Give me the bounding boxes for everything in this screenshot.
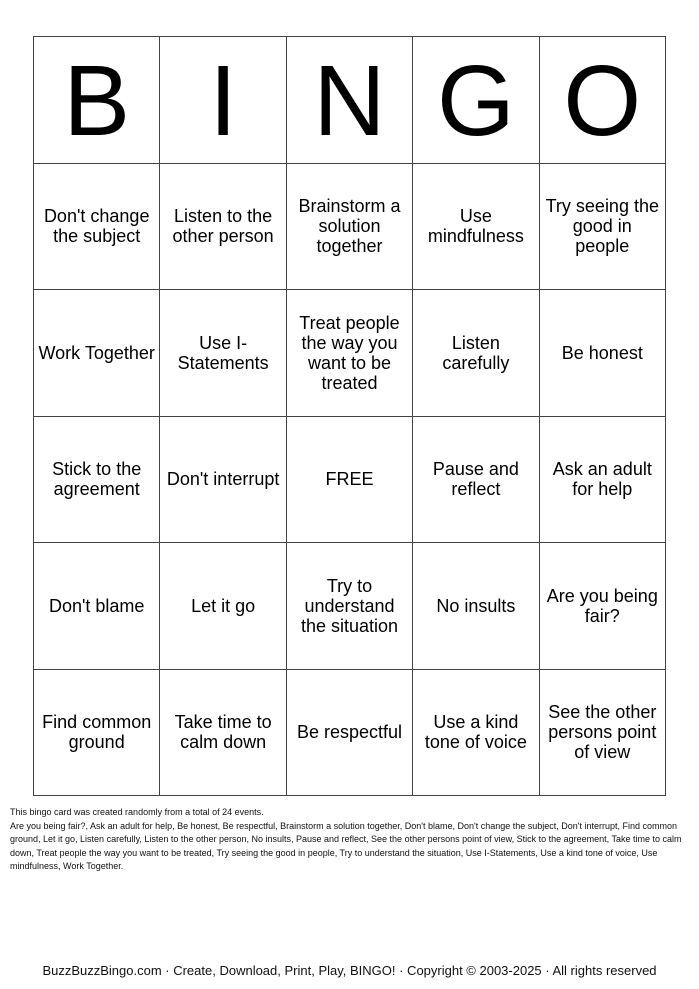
- bingo-cell: Brainstorm a solution together: [287, 164, 413, 291]
- free-space-cell: FREE: [287, 417, 413, 544]
- bingo-cell: Try seeing the good in people: [540, 164, 666, 291]
- info-summary: This bingo card was created randomly from a total of 24 events.: [10, 807, 264, 817]
- bingo-cell: Don't blame: [34, 543, 160, 670]
- bingo-cell: Use I-Statements: [160, 290, 286, 417]
- bingo-cell: Work Together: [34, 290, 160, 417]
- header-letter-i: I: [160, 37, 286, 164]
- bingo-card: [33, 36, 666, 796]
- bingo-cell: Don't change the subject: [34, 164, 160, 291]
- bingo-cell: Try to understand the situation: [287, 543, 413, 670]
- bingo-cell: Don't interrupt: [160, 417, 286, 544]
- card-info: [10, 806, 690, 874]
- bingo-cell: Treat people the way you want to be treated: [287, 290, 413, 417]
- header-letter-o: O: [540, 37, 666, 164]
- bingo-cell: Be honest: [540, 290, 666, 417]
- header-letter-n: N: [287, 37, 413, 164]
- bingo-cell: Use mindfulness: [413, 164, 539, 291]
- bingo-cell: Ask an adult for help: [540, 417, 666, 544]
- page-footer: BuzzBuzzBingo.com · Create, Download, Print, Play, BINGO! · Copyright © 2003-2025 · All rights reserved: [42, 963, 657, 978]
- bingo-cell: No insults: [413, 543, 539, 670]
- info-events-list: Are you being fair?, Ask an adult for help, Be honest, Be respectful, Brainstorm a solution together, Don't blame, Don't change the subject, Don't interrupt, Find common ground, Let it go, Listen carefully, Listen to the other person, No insults, Pause and reflect, See the other persons point of view, Stick to the agreement, Take time to calm down, Treat people the way you want to be treated, Try seeing the good in people, Try to understand the situation, Use I-Statements, Use a kind tone of voice, Use mindfulness, Work Together.: [10, 820, 682, 871]
- bingo-cell: Are you being fair?: [540, 543, 666, 670]
- bingo-cell: Be respectful: [287, 670, 413, 797]
- bingo-cell: Take time to calm down: [160, 670, 286, 797]
- bingo-cell: Use a kind tone of voice: [413, 670, 539, 797]
- bingo-cell: Pause and reflect: [413, 417, 539, 544]
- bingo-cell: Listen to the other person: [160, 164, 286, 291]
- header-letter-b: B: [34, 37, 160, 164]
- header-letter-g: G: [413, 37, 539, 164]
- bingo-cell: Find common ground: [34, 670, 160, 797]
- bingo-cell: Stick to the agreement: [34, 417, 160, 544]
- bingo-cell: See the other persons point of view: [540, 670, 666, 797]
- bingo-cell: Listen carefully: [413, 290, 539, 417]
- bingo-cell: Let it go: [160, 543, 286, 670]
